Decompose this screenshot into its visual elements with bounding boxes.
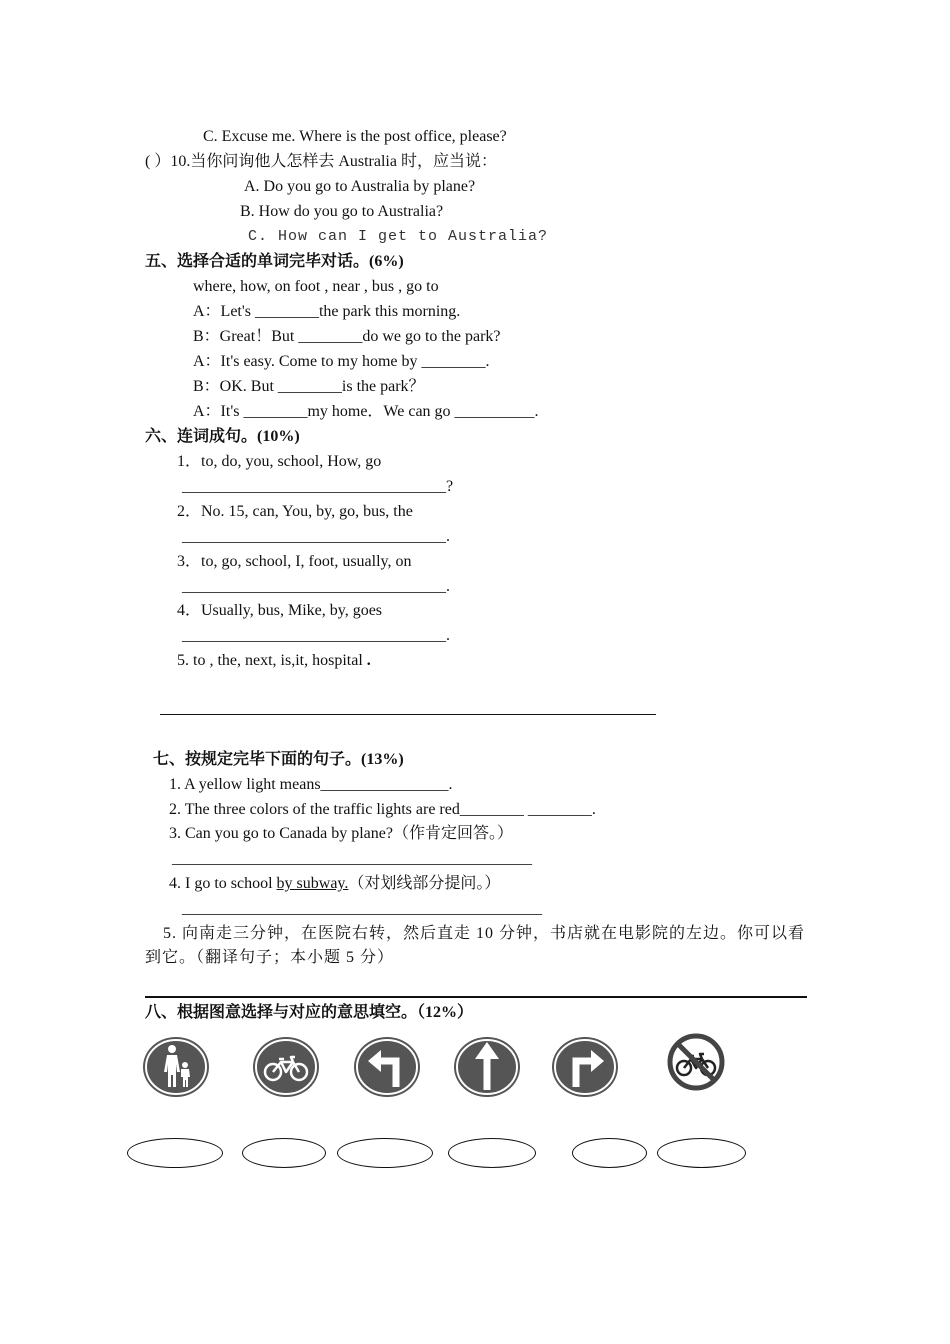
q10-option-c: C. How can I get to Australia? bbox=[248, 228, 549, 245]
section6-answer-line: _________________________________. bbox=[182, 627, 450, 644]
section7-q3-answer-line: _____________________________________________ bbox=[172, 850, 532, 867]
answer-oval[interactable] bbox=[572, 1138, 647, 1168]
section7-q1: 1. A yellow light means________________. bbox=[169, 776, 453, 793]
section5-line: A：It's easy. Come to my home by ________. bbox=[193, 353, 490, 370]
answer-oval[interactable] bbox=[127, 1138, 223, 1168]
q10-stem: ( ）10.当你问询他人怎样去 Australia 时，应当说： bbox=[145, 153, 497, 170]
section7-q5-answer-line bbox=[145, 996, 807, 998]
section5-title: 五、选择合适的单词完毕对话。(6%) bbox=[145, 253, 404, 270]
section5-word-bank: where, how, on foot , near , bus , go to bbox=[193, 278, 439, 295]
section5-line: B：OK. But ________is the park？ bbox=[193, 378, 425, 395]
section7-q5: 5. 向南走三分钟，在医院右转，然后直走 10 分钟，书店就在电影院的左边。你可以看到它。（翻译句子；本小题 5 分） bbox=[145, 925, 806, 966]
section5-line: B：Great！But ________do we go to the park? bbox=[193, 328, 501, 345]
section6-question: 4．Usually, bus, Mike, by, goes bbox=[177, 602, 383, 619]
turn-left-icon bbox=[352, 1035, 422, 1099]
section6-answer-line: _________________________________? bbox=[182, 478, 454, 495]
section7-title: 七、按规定完毕下面的句子。(13%) bbox=[153, 751, 404, 768]
section6-q5-answer-line bbox=[160, 714, 656, 715]
bicycle-lane-icon bbox=[251, 1035, 321, 1099]
straight-ahead-icon bbox=[452, 1035, 522, 1099]
section6-question: 5. to , the, next, is,it, hospital . bbox=[177, 652, 371, 669]
q9-option-c: C. Excuse me. Where is the post office, please? bbox=[203, 128, 507, 145]
q10-option-b: B. How do you go to Australia? bbox=[240, 203, 444, 220]
answer-oval[interactable] bbox=[337, 1138, 433, 1168]
q10-option-a: A. Do you go to Australia by plane? bbox=[244, 178, 476, 195]
section6-question: 2．No. 15, can, You, by, go, bus, the bbox=[177, 503, 413, 520]
section7-q2: 2. The three colors of the traffic lights are red________ ________. bbox=[169, 801, 596, 818]
section5-line: A：It's ________my home．We can go __________. bbox=[193, 403, 539, 420]
section7-q4: 4. I go to school by subway.（对划线部分提问。） bbox=[169, 875, 501, 892]
section6-answer-line: _________________________________. bbox=[182, 578, 450, 595]
pedestrian-icon bbox=[141, 1035, 211, 1099]
answer-oval[interactable] bbox=[657, 1138, 746, 1168]
answer-oval[interactable] bbox=[448, 1138, 536, 1168]
section8-title: 八、根据图意选择与对应的意思填空。（12%） bbox=[145, 1004, 474, 1021]
turn-right-icon bbox=[550, 1035, 620, 1099]
answer-oval[interactable] bbox=[242, 1138, 326, 1168]
section6-title: 六、连词成句。(10%) bbox=[145, 428, 300, 445]
section6-question: 3．to, go, school, I, foot, usually, on bbox=[177, 553, 412, 570]
section7-q3: 3. Can you go to Canada by plane?（作肯定回答。） bbox=[169, 825, 513, 842]
section7-q4-answer-line: _____________________________________________ bbox=[182, 900, 542, 917]
no-bicycles-icon bbox=[665, 1032, 727, 1092]
section6-answer-line: _________________________________. bbox=[182, 528, 450, 545]
section6-question: 1．to, do, you, school, How, go bbox=[177, 453, 382, 470]
section5-line: A：Let's ________the park this morning. bbox=[193, 303, 461, 320]
